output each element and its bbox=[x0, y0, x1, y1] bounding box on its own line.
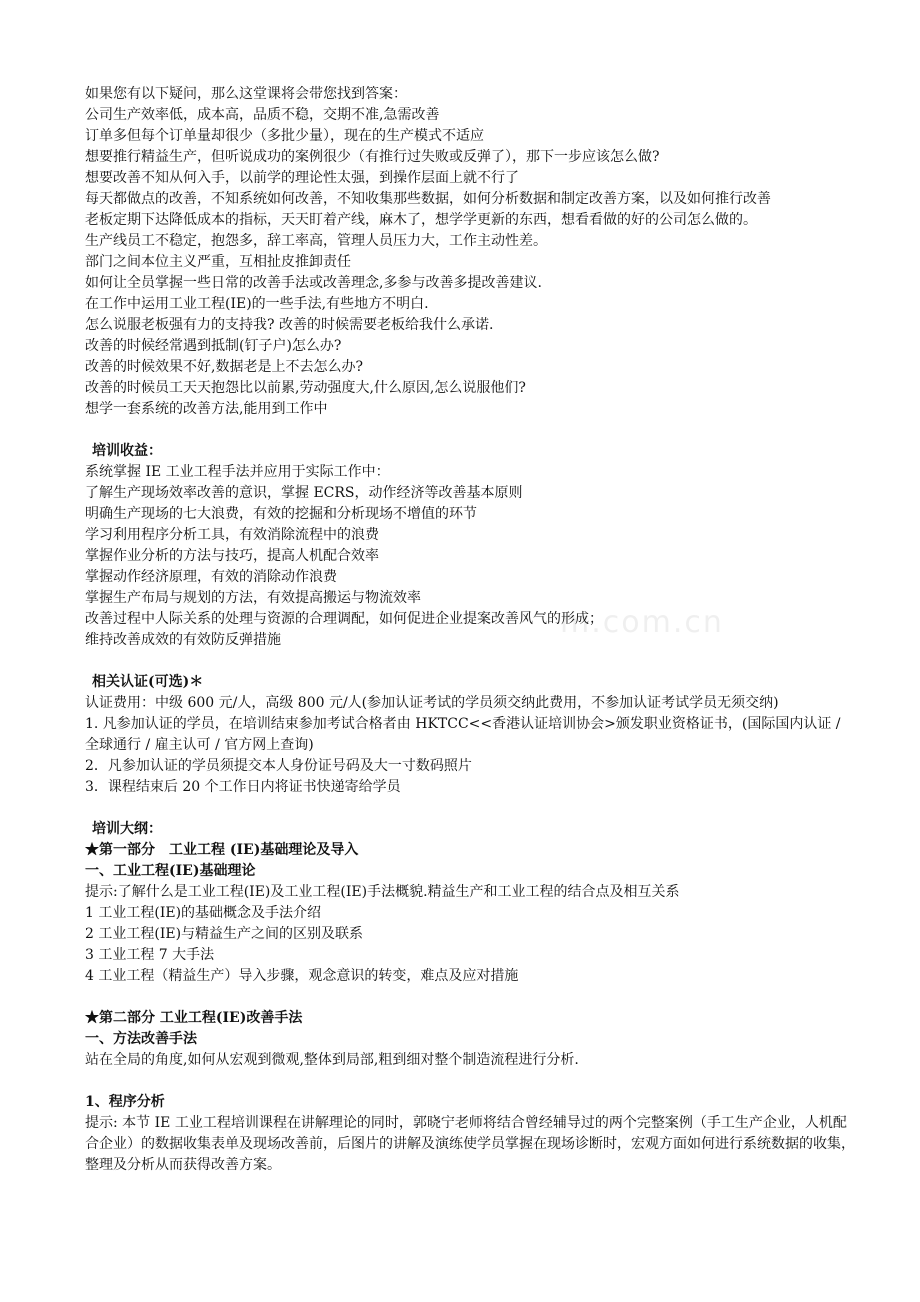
part2-subsection-title: 1、程序分析 bbox=[85, 1094, 165, 1110]
intro-line: 想要推行精益生产，但听说成功的案例很少（有推行过失败或反弹了），那下一步应该怎么做? bbox=[85, 149, 660, 165]
intro-line: 改善的时候效果不好,数据老是上不去怎么办? bbox=[85, 359, 363, 375]
certification-line: 认证费用：中级 600 元/人，高级 800 元/人(参加认证考试的学员须交纳此费用，不参加认证考试学员无须交纳) bbox=[85, 695, 779, 711]
outline-heading: 培训大纲： bbox=[92, 821, 162, 837]
benefits-section bbox=[85, 441, 855, 651]
intro-line: 生产线员工不稳定，抱怨多，辞工率高，管理人员压力大，工作主动性差。 bbox=[85, 233, 547, 249]
spacer bbox=[85, 1071, 855, 1092]
intro-line: 改善的时候经常遇到抵制(钉子户)怎么办? bbox=[85, 338, 342, 354]
part1-line: 4 工业工程（精益生产）导入步骤，观念意识的转变，难点及应对措施 bbox=[85, 968, 519, 984]
intro-line: 想要改善不知从何入手，以前学的理论性太强，到操作层面上就不行了 bbox=[85, 170, 519, 186]
certification-section bbox=[85, 672, 855, 798]
intro-line: 改善的时候员工天天抱怨比以前累,劳动强度大,什么原因,怎么说服他们? bbox=[85, 380, 526, 396]
certification-line: 2．凡参加认证的学员须提交本人身份证号码及大一寸数码照片 bbox=[85, 758, 472, 774]
certification-line: 1. 凡参加认证的学员，在培训结束参加考试合格者由 HKTCC<<香港认证培训协会>颁发职业资格证书，(国际国内认证 / 全球通行 / 雇主认可 / 官方网上查询) bbox=[85, 716, 841, 753]
intro-section bbox=[85, 84, 855, 420]
document-page bbox=[85, 84, 855, 1176]
spacer bbox=[85, 987, 855, 1008]
spacer bbox=[85, 798, 855, 819]
certification-heading: 相关认证(可选)＊ bbox=[92, 674, 204, 690]
intro-line: 如何让全员掌握一些日常的改善手法或改善理念,多参与改善多提改善建议. bbox=[85, 275, 542, 291]
benefit-line: 改善过程中人际关系的处理与资源的合理调配，如何促进企业提案改善风气的形成； bbox=[85, 611, 603, 627]
benefit-line: 学习利用程序分析工具，有效消除流程中的浪费 bbox=[85, 527, 379, 543]
benefit-line: 掌握作业分析的方法与技巧，提高人机配合效率 bbox=[85, 548, 379, 564]
outline-section bbox=[85, 819, 855, 1176]
part2-title: ★第二部分 工业工程(IE)改善手法 bbox=[85, 1010, 303, 1026]
intro-line: 怎么说服老板强有力的支持我? 改善的时候需要老板给我什么承诺. bbox=[85, 317, 494, 333]
spacer bbox=[85, 420, 855, 441]
certification-line: 3．课程结束后 20 个工作日内将证书快递寄给学员 bbox=[85, 779, 401, 795]
intro-line: 订单多但每个订单量却很少（多批少量），现在的生产模式不适应 bbox=[85, 128, 484, 144]
part1-section-title: 一、工业工程(IE)基础理论 bbox=[85, 863, 256, 879]
part1-line: 1 工业工程(IE)的基础概念及手法介绍 bbox=[85, 905, 322, 921]
spacer bbox=[85, 651, 855, 672]
part1-title: ★第一部分 工业工程 (IE)基础理论及导入 bbox=[85, 842, 359, 858]
intro-line: 想学一套系统的改善方法,能用到工作中 bbox=[85, 401, 328, 417]
intro-line: 在工作中运用工业工程(IE)的一些手法,有些地方不明白. bbox=[85, 296, 429, 312]
intro-line: 老板定期下达降低成本的指标，天天盯着产线，麻木了，想学学更新的东西，想看看做的好的公司怎么做的。 bbox=[85, 212, 757, 228]
benefit-line: 掌握动作经济原理，有效的消除动作浪费 bbox=[85, 569, 337, 585]
part1-line: 提示:了解什么是工业工程(IE)及工业工程(IE)手法概貌.精益生产和工业工程的结合点及相互关系 bbox=[85, 884, 680, 900]
benefit-line: 系统掌握 IE 工业工程手法并应用于实际工作中： bbox=[85, 464, 390, 480]
benefit-line: 掌握生产布局与规划的方法，有效提高搬运与物流效率 bbox=[85, 590, 421, 606]
benefit-line: 了解生产现场效率改善的意识，掌握 ECRS，动作经济等改善基本原则 bbox=[85, 485, 523, 501]
part1-line: 3 工业工程 7 大手法 bbox=[85, 947, 215, 963]
part2-section-title: 一、方法改善手法 bbox=[85, 1031, 197, 1047]
benefit-line: 明确生产现场的七大浪费，有效的挖掘和分析现场不增值的环节 bbox=[85, 506, 477, 522]
benefit-line: 维持改善成效的有效防反弹措施 bbox=[85, 632, 281, 648]
part1-line: 2 工业工程(IE)与精益生产之间的区别及联系 bbox=[85, 926, 364, 942]
intro-line: 每天都做点的改善，不知系统如何改善，不知收集那些数据，如何分析数据和制定改善方案，以及如何推行改善 bbox=[85, 191, 771, 207]
benefits-heading: 培训收益： bbox=[92, 443, 162, 459]
part2-subsection-line: 提示: 本节 IE 工业工程培训课程在讲解理论的同时，郭晓宁老师将结合曾经辅导过的两个完整案例（手工生产企业，人机配合企业）的数据收集表单及现场改善前，后图片的讲解及演练使学员掌握在现场诊断时，宏观方面如何进行系统数据的收集，整理及分析从而获得改善方案。 bbox=[85, 1115, 855, 1173]
part2-line: 站在全局的角度,如何从宏观到微观,整体到局部,粗到细对整个制造流程进行分析. bbox=[85, 1052, 579, 1068]
watermark: m.com.cn bbox=[560, 605, 724, 640]
intro-line: 公司生产效率低，成本高，品质不稳，交期不准,急需改善 bbox=[85, 107, 440, 123]
intro-line: 部门之间本位主义严重，互相扯皮推卸责任 bbox=[85, 254, 351, 270]
intro-line: 如果您有以下疑问，那么这堂课将会带您找到答案： bbox=[85, 86, 407, 102]
